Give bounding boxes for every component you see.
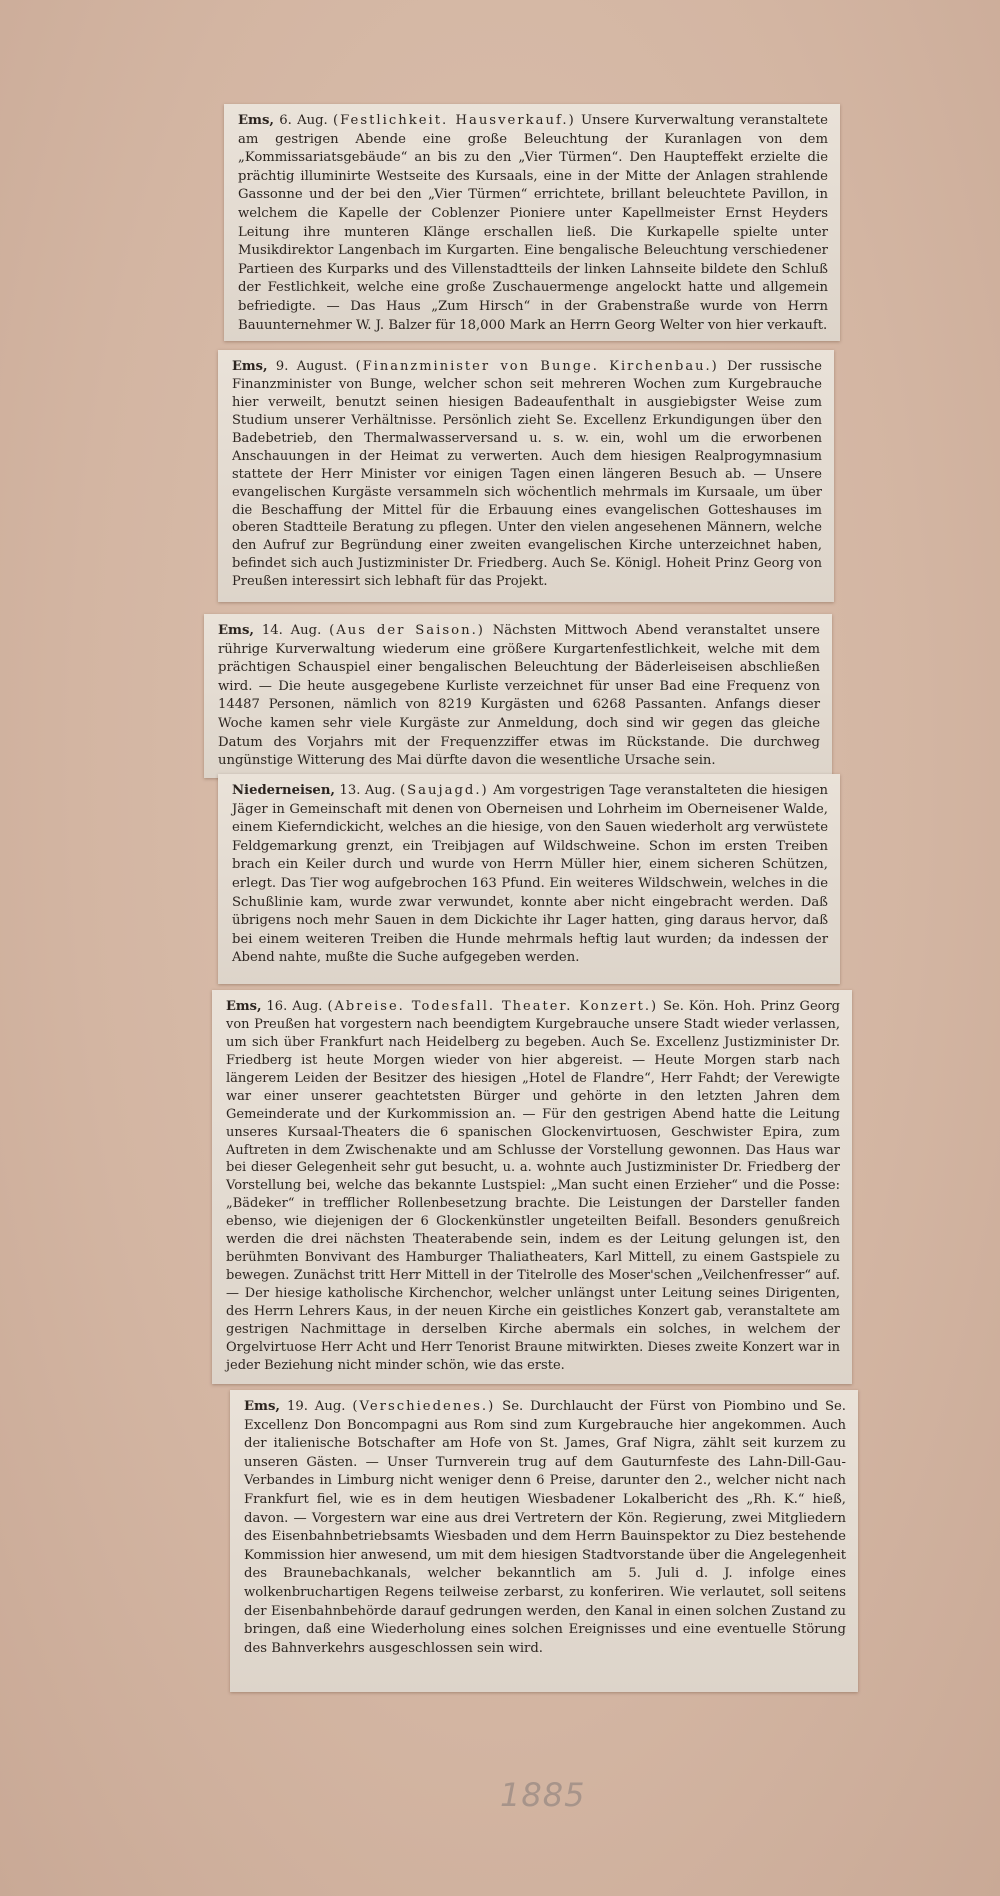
article-heading: (Festlichkeit. Hausverkauf.) (332, 113, 576, 128)
article-place: Ems, (226, 999, 262, 1014)
clipping-ems-19-aug (230, 1390, 858, 1692)
article-place: Ems, (238, 113, 275, 128)
article-place: Ems, (232, 359, 268, 374)
article-body: Se. Kön. Hoh. Prinz Georg von Preußen hat vorgestern nach beendigtem Kurgebrauche unsere Stadt wieder verlassen, um sich über Frankfurt nach Heidelberg zu begeben. Auch Se. Excellenz Justizminister Dr. Friedberg ist heute Morgen wieder von hier abgereist. — Heute Morgen starb nach längerem Leiden der Besitzer des hiesigen „Hotel de Flandre“, Herr Fahdt; der Verewigte war einer unserer geachtetsten Bürger und gehörte in den letzten Jahren dem Gemeinderate und der Kurkommission an. — Für den gestrigen Abend hatte die Leitung unseres Kursaal-Theaters die 6 spanischen Glockenvirtuosen, Geschwister Epira, zum Auftreten in dem Zwischenakte und am Schlusse der Vorstellung gewonnen. Das Haus war bei dieser Gelegenheit sehr gut besucht, u. a. wohnte auch Justizminister Dr. Friedberg der Vorstellung bei, welche das bekannte Lustspiel: „Man sucht einen Erzieher“ und die Posse: „Bädeker“ in trefflicher Rollenbesetzung brachte. Die Leistungen der Darsteller fanden ebenso, wie diejenigen der 6 Glockenkünstler ungeteilten Beifall. Besonders genußreich werden die drei nächsten Theaterabende sein, indem es der Leitung gelungen ist, den berühmten Bonvivant des Hamburger Thaliatheaters, Karl Mittell, zu einem Gastspiele zu bewegen. Zunächst tritt Herr Mittell in der Titelrolle des Moser'schen „Veilchenfresser“ auf. — Der hiesige katholische Kirchenchor, welcher unlängst unter Leitung seines Dirigenten, des Herrn Lehrers Kaus, in der neuen Kirche ein geistliches Konzert gab, veranstaltete am gestrigen Nachmittage in derselben Kirche abermals ein solches, in welchem der Orgelvirtuose Herr Acht und Herr Tenorist Braune mitwirkten. Dieses zweite Konzert war in jeder Beziehung nicht minder schön, wie das erste. (226, 999, 840, 1373)
article-date: 19. Aug. (286, 1399, 346, 1414)
article-heading: (Abreise. Todesfall. Theater. Konzert.) (327, 999, 659, 1014)
article-text (218, 622, 820, 771)
article-text (232, 358, 822, 591)
article-heading: (Finanzminister von Bunge. Kirchenbau.) (355, 359, 719, 374)
article-text (244, 1398, 846, 1658)
clipping-ems-9-aug (218, 350, 834, 602)
article-text (238, 112, 828, 335)
article-place: Ems, (244, 1399, 281, 1414)
handwritten-year: 1885 (500, 1776, 586, 1814)
article-heading: (Saujagd.) (399, 783, 489, 798)
article-date: 16. Aug. (266, 999, 323, 1014)
clipping-ems-6-aug (224, 104, 840, 341)
article-date: 6. Aug. (279, 113, 328, 128)
article-body: Unsere Kurverwaltung veranstaltete am gestrigen Abende eine große Beleuchtung der Kuranlagen von dem „Kommissariatsgebäude“ an bis zu den „Vier Türmen“. Den Haupteffekt erzielte die prächtig illuminirte Westseite des Kursaals, eine in der Mitte der Anlagen strahlende Gassonne und der bei den „Vier Türmen“ errichtete, brillant beleuchtete Pavillon, in welchem die Kapelle der Coblenzer Pioniere unter Kapellmeister Ernst Heyders Leitung ihre munteren Klänge erschallen ließ. Die Kurkapelle spielte unter Musikdirektor Langenbach im Kurgarten. Eine bengalische Beleuchtung verschiedener Partieen des Kurparks und des Villenstadtteils der linken Lahnseite bildete den Schluß der Festlichkeit, welche eine große Zuschauermenge angelockt hatte und allgemein befriedigte. — Das Haus „Zum Hirsch“ in der Grabenstraße wurde von Herrn Bauunternehmer W. J. Balzer für 18,000 Mark an Herrn Georg Welter von hier verkauft. (238, 113, 828, 333)
article-text (226, 998, 840, 1375)
clipping-ems-14-aug (204, 614, 832, 778)
clipping-ems-16-aug (212, 990, 852, 1384)
clipping-niederneisen-13-aug (218, 774, 840, 984)
article-date: 13. Aug. (339, 783, 396, 798)
article-date: 9. August. (275, 359, 348, 374)
article-place: Niederneisen, (232, 783, 335, 798)
article-body: Nächsten Mittwoch Abend veranstaltet unsere rührige Kurverwaltung wiederum eine größere Kurgartenfestlichkeit, welche mit dem prächtigen Schauspiel einer bengalischen Beleuchtung der Bäderleiseisen abschließen wird. — Die heute ausgegebene Kurliste verzeichnet für unser Bad eine Frequenz von 14487 Personen, nämlich von 8219 Kurgästen und 6268 Passanten. Anfangs dieser Woche kamen sehr viele Kurgäste zur Anmeldung, doch sind wir gegen das gleiche Datum des Vorjahrs mit der Frequenzziffer etwas im Rückstande. Die durchweg ungünstige Witterung des Mai dürfte davon die wesentliche Ursache sein. (218, 623, 820, 769)
article-date: 14. Aug. (261, 623, 322, 638)
article-heading: (Verschiedenes.) (352, 1399, 496, 1414)
article-body: Der russische Finanzminister von Bunge, welcher schon seit mehreren Wochen zum Kurgebrauche hier verweilt, benutzt seinen hiesigen Badeaufenthalt in ausgiebigster Weise zum Studium unserer Verhältnisse. Persönlich zieht Se. Excellenz Erkundigungen über den Badebetrieb, den Thermalwasserversand u. s. w. ein, wohl um die erworbenen Anschauungen in der Heimat zu verwerten. Auch dem hiesigen Realprogymnasium stattete der Herr Minister vor einigen Tagen einen längeren Besuch ab. — Unsere evangelischen Kurgäste versammeln sich wöchentlich mehrmals im Kursaale, um über die Beschaffung der Mittel für die Erbauung eines evangelischen Gotteshauses im oberen Stadtteile Beratung zu pflegen. Unter den vielen angesehenen Männern, welche den Aufruf zur Begründung einer zweiten evangelischen Kirche unterzeichnet haben, befindet sich auch Justizminister Dr. Friedberg. Auch Se. Königl. Hoheit Prinz Georg von Preußen interessirt sich lebhaft für das Projekt. (232, 359, 822, 590)
article-body: Se. Durchlaucht der Fürst von Piombino und Se. Excellenz Don Boncompagni aus Rom sind zum Kurgebrauche hier angekommen. Auch der italienische Botschafter am Hofe von St. James, Graf Nigra, zählt seit kurzem zu unseren Gästen. — Unser Turnverein trug auf dem Gauturnfeste des Lahn-Dill-Gau-Verbandes in Limburg nicht weniger denn 6 Preise, darunter den 2., welcher nicht nach Frankfurt fiel, wie es in dem heutigen Wiesbadener Lokalbericht des „Rh. K.“ hieß, davon. — Vorgestern war eine aus drei Vertretern der Kön. Regierung, zwei Mitgliedern des Eisenbahnbetriebsamts Wiesbaden und dem Herrn Bauinspektor zu Diez bestehende Kommission hier anwesend, um mit dem hiesigen Stadtvorstande über die Angelegenheit des Braunebachkanals, welcher bekanntlich am 5. Juli d. J. infolge eines wolkenbruchartigen Regens teilweise zerbarst, zu konferiren. Wie verlautet, soll seitens der Eisenbahnbehörde darauf gedrungen werden, den Kanal in einen solchen Zustand zu bringen, daß eine Wiederholung eines solchen Ereignisses und eine eventuelle Störung des Bahnverkehrs ausgeschlossen sein wird. (244, 1399, 846, 1656)
article-body: Am vorgestrigen Tage veranstalteten die hiesigen Jäger in Gemeinschaft mit denen von Oberneisen und Lohrheim im Oberneisener Walde, einem Kieferndickicht, welches an die hiesige, von den Sauen wiederholt arg verwüstete Feldgemarkung grenzt, ein Treibjagen auf Wildschweine. Schon im ersten Treiben brach ein Keiler durch und wurde von Herrn Müller hier, einem sicheren Schützen, erlegt. Das Tier wog aufgebrochen 163 Pfund. Ein weiteres Wildschwein, welches in die Schußlinie kam, wurde zwar verwundet, konnte aber nicht eingebracht werden. Daß übrigens noch mehr Sauen in dem Dickichte ihr Lager hatten, ging daraus hervor, daß bei einem weiteren Treiben die Hunde mehrmals heftig laut wurden; da indessen der Abend nahte, mußte die Suche aufgegeben werden. (232, 783, 828, 966)
article-heading: (Aus der Saison.) (329, 623, 485, 638)
article-place: Ems, (218, 623, 255, 638)
article-text (232, 782, 828, 968)
